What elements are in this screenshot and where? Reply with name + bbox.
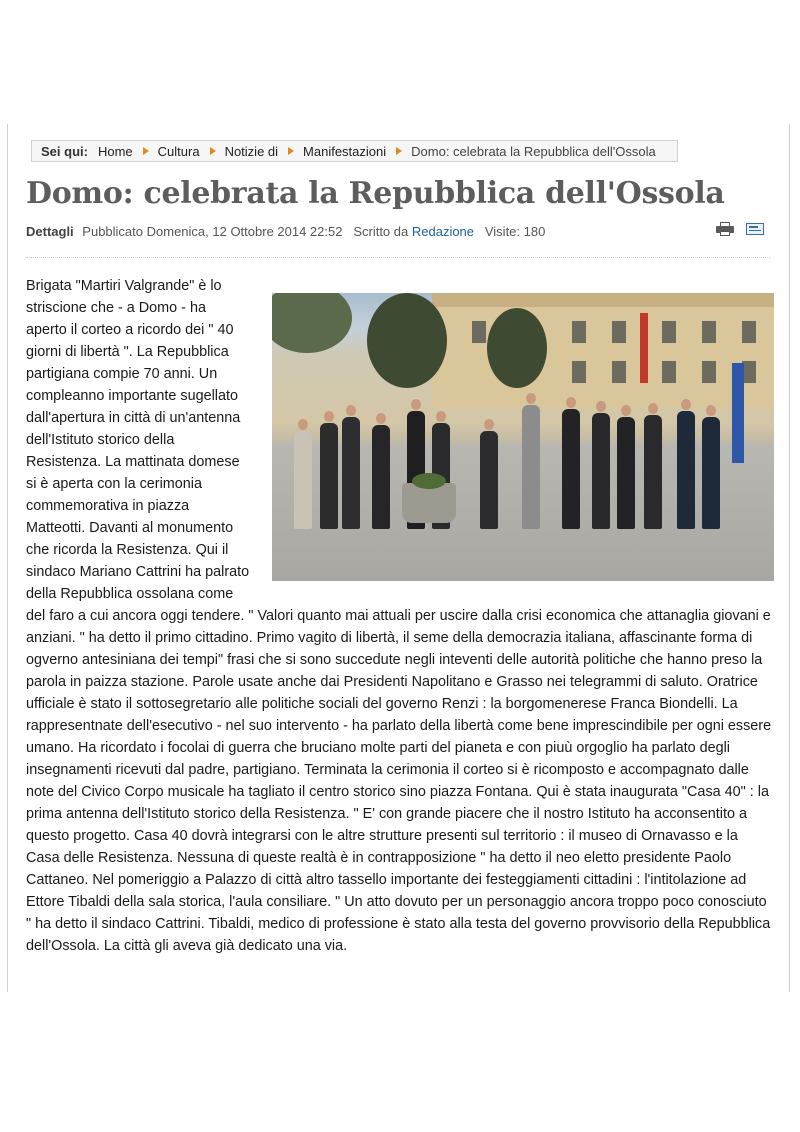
details-label: Dettagli (26, 224, 74, 239)
published-date: Pubblicato Domenica, 12 Ottobre 2014 22:52 (82, 224, 343, 239)
breadcrumb (31, 140, 678, 162)
hits-label: Visite: (484, 224, 521, 239)
article-body (26, 275, 774, 957)
article-details (26, 224, 546, 239)
article-tools (716, 222, 764, 236)
breadcrumb-home[interactable]: Home (97, 143, 133, 159)
breadcrumb-arrow-icon (143, 147, 149, 155)
breadcrumb-current: Domo: celebrata la Repubblica dell'Ossola (411, 143, 656, 159)
breadcrumb-manifestazioni[interactable]: Manifestazioni (303, 143, 387, 159)
breadcrumb-arrow-icon (396, 147, 402, 155)
page-border-right (789, 124, 790, 992)
article-text: Brigata "Martiri Valgrande" è lo striscione che - a Domo - ha aperto il corteo a ricordo dei " 40 giorni di libertà ". La Repubblica partigiana compie 70 anni. Un compleanno importante sugellato dall'apertura in città di un'antenna dell'Istituto storico della Resistenza. La mattinata domese si è aperta con la cerimonia commemorativa in piazza Matteotti. Davanti al monumento che ricorda la Resistenza. Qui il sindaco Mariano Cattrini ha palrato della Repubblica ossolana come del faro a cui ancora oggi tendere. " Valori quanto mai attuali per uscire dalla crisi economica che attanaglia giovani e anziani. " ha detto il primo cittadino. Primo vagito di libertà, il seme della democrazia italiana, affascinante forma di ogverno antesiniana dei tempi" frasi che si sono succedute negli inteventi delle autorità politiche che hanno preso la parola in paizza stazione. Parole usate anche dai Presidenti Napolitano e Grasso nei telegrammi di saluto. Oratrice ufficiale è stato il sottosegretario alle politiche sociali del governo Renzi : la borgomenerese Franca Biondelli. La rappresentnate dell'esecutivo - nel suo intervento - ha parlato della libertà come bene imprescindibile per ogni essere umano. Ha ricordato i focolai di guerra che bruciano molte parti del pianeta e con piuù orgoglio ha parlato degli insegnamenti ricevuti dal padre, partigiano. Terminata la cerimonia il corteo si è ricomposto e accompagnato dalle note del Civico Corpo musicale ha tagliato il centro storico sino piazza Fontana. Qui è stata inaugurata "Casa 40" : la prima antenna dell'Istituto storico della Resistenza. " E' con grande piacere che il nostro Istituto ha acconsentito a questo progetto. Casa 40 dovrà integrarsi con le altre strutture presenti sul territorio : il museo di Ornavasso e la Casa delle Resistenza. Nessuna di queste realtà è in contrapposizione " ha detto il neo eletto presidente Paolo Cattaneo. Nel pomeriggio a Palazzo di città altro tassello importante dei festeggiamenti cittadini : l'intitolazione ad Ettore Tibaldi della sala storica, l'aula consiliare. " Un atto dovuto per un personaggio ancora troppo poco conosciuto " ha detto il sindaco Cattrini. Tibaldi, medico di professione è stato alla testa del governo provvisorio della Repubblica dell'Ossola. La città gli aveva già dedicato una via. (26, 278, 772, 954)
breadcrumb-cultura[interactable]: Cultura (157, 143, 200, 159)
details-divider (26, 257, 770, 258)
written-by-label: Scritto da (353, 224, 409, 239)
breadcrumb-label: Sei qui: (41, 143, 88, 159)
author-link[interactable]: Redazione (411, 224, 475, 239)
article-photo (272, 293, 774, 581)
article-title: Domo: celebrata la Repubblica dell'Ossola (26, 176, 725, 211)
breadcrumb-notizie[interactable]: Notizie di (224, 143, 279, 159)
page-border-left (7, 124, 8, 992)
email-icon[interactable] (746, 223, 764, 235)
hits-count: 180 (523, 224, 546, 239)
breadcrumb-arrow-icon (288, 147, 294, 155)
print-icon[interactable] (716, 222, 734, 236)
breadcrumb-arrow-icon (210, 147, 216, 155)
